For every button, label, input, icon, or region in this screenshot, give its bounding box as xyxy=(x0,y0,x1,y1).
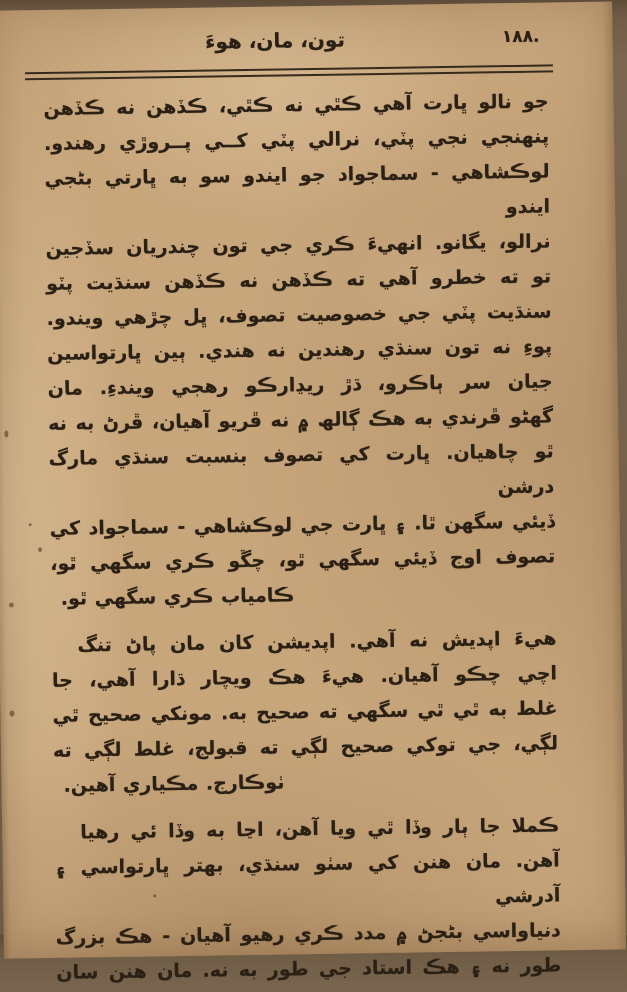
text-line: ڪملا جا ٻار وڏا ٿي ويا آهن، اڃا به وڏا ئي رهيا xyxy=(80,814,560,844)
text-line: گهڻو ڦرندي به هڪ ڳالھ ۾ نه ڦريو آهيان، ڦرڻ به نه xyxy=(48,405,554,435)
text-line: غلط به ٿي ٿي سگهي ته صحيح به. مونکي صحيح ٿي xyxy=(52,697,558,727)
paper-speck xyxy=(38,547,42,552)
text-line: دنياواسي بڻجڻ ۾ مدد ڪري رهيو آهيان - هڪ بزرگ xyxy=(55,919,561,949)
text-line: جيان سر ٻاڪرو، ڌڙ ريڍارڪو رهجي ويندءِ. مان xyxy=(47,370,553,400)
page-header xyxy=(42,22,548,67)
text-line: آهن. مان هنن کي سٺو سنڌي، بهتر ڀارتواسي ۽ آدرشي xyxy=(54,849,561,908)
text-line: سنڌيت پٽي جي خصوصيت تصوف، ڀل چڙهي ويندو. xyxy=(46,300,552,330)
page-title: تون، مان، هوءَ xyxy=(204,27,346,54)
page-number: ١٨٨. xyxy=(501,26,540,48)
text-line: ڪامياب ڪري سگهي ٿو. xyxy=(60,584,295,610)
text-line: تو ته خطرو آهي ته ڪڏهن نه ڪڏهن سنڌيت پٽو xyxy=(45,265,552,295)
text-line: ٿو چاهيان. ڀارت کي تصوف بنسبت سنڌي مارگ درشن xyxy=(48,440,555,499)
text-line: نرالو، يگانو. انهيءَ ڪري جي تون چندريان سڏجين xyxy=(45,230,551,260)
paper-speck xyxy=(9,710,14,716)
text-line: اچي چڪو آهيان. هيءَ هڪ ويچار ڌارا آهي، جا xyxy=(51,662,558,692)
paper-speck xyxy=(4,431,8,438)
text-line: پنهنجي نجي پٽي، نرالي پٽي کــي پــروڙي رهندو. xyxy=(43,125,550,155)
text-line: پوءِ نه تون سنڌي رهندين نه هندي. ٻين ڀارتواسين xyxy=(46,335,553,365)
paragraph xyxy=(54,808,562,990)
paper-speck xyxy=(29,523,32,526)
paragraph xyxy=(43,84,556,616)
text-line: جو نالو ڀارت آهي ڪٿي نه ڪٿي، ڪڏهن نه ڪڏهن xyxy=(43,90,549,120)
text-line: ڏيئي سگهن ٿا. ۽ ڀارت جي لوڪشاهي - سماجواد کي xyxy=(49,510,555,540)
page-sheet xyxy=(0,2,626,984)
paper-speck xyxy=(153,894,156,897)
text-line: لڳي، جي توکي صحيح لڳي ته قبولج، غلط لڳي ته xyxy=(52,732,559,762)
paragraph xyxy=(51,621,559,803)
text-line: لوڪشاهي - سماجواد جو ايندو سو به ڀارتي بڻجي ايندو xyxy=(44,160,551,219)
text-line: ٺوڪارج. مڪياري آهين. xyxy=(63,771,285,797)
paper-speck xyxy=(9,602,14,607)
text-line: تصوف اوج ڏيئي سگهي ٿو، چڱو ڪري سگهي ٿو، xyxy=(50,545,556,575)
text-line: هيءَ اپديش نه آهي. اپديشن کان مان پاڻ تنگ xyxy=(77,627,557,657)
text-line: طور نه ۽ هڪ استاد جي طور به نه. مان هنن سان xyxy=(56,954,562,984)
body-text xyxy=(43,84,561,990)
